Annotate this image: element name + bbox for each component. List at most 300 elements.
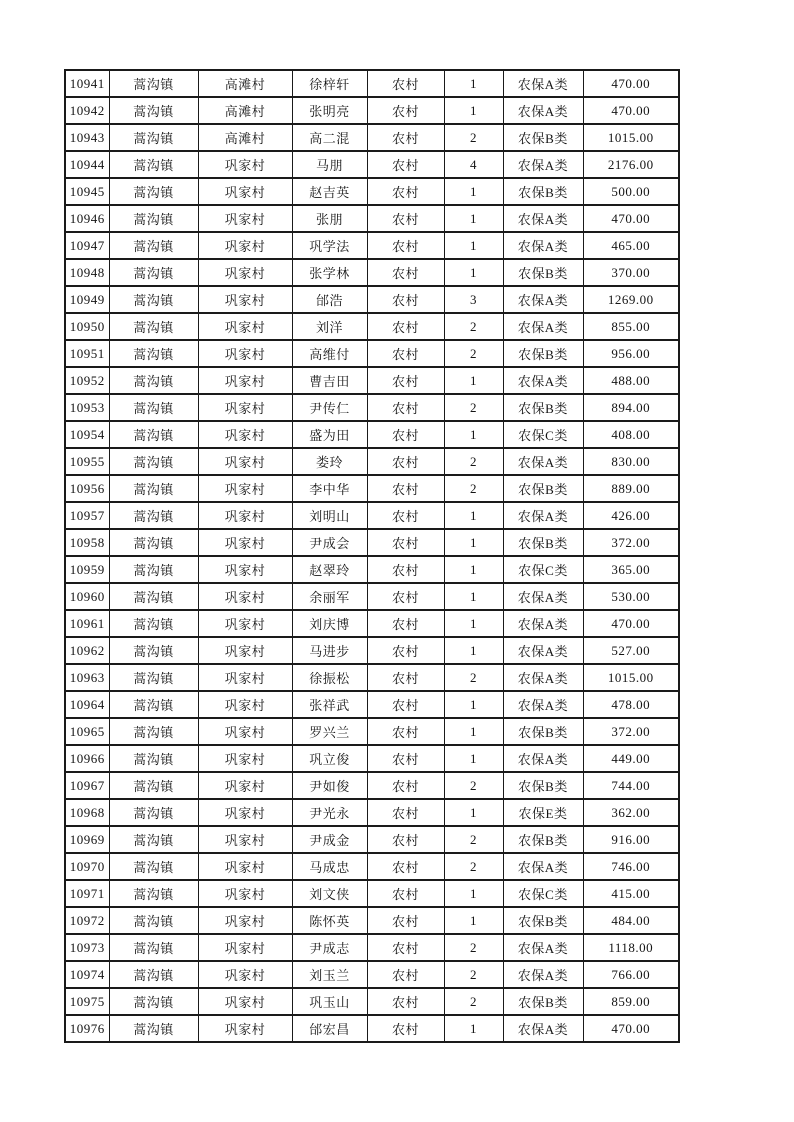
table-cell: 巩学法 <box>292 232 367 259</box>
table-cell: 蒿沟镇 <box>109 691 198 718</box>
table-cell: 10965 <box>65 718 109 745</box>
table-cell: 蒿沟镇 <box>109 475 198 502</box>
table-cell: 484.00 <box>583 907 679 934</box>
table-cell: 1 <box>444 610 503 637</box>
table-cell: 蒿沟镇 <box>109 853 198 880</box>
table-cell: 尹成会 <box>292 529 367 556</box>
table-cell: 1 <box>444 583 503 610</box>
table-cell: 蒿沟镇 <box>109 1015 198 1042</box>
table-cell: 1 <box>444 232 503 259</box>
table-cell: 巩家村 <box>198 232 292 259</box>
table-row <box>65 610 679 637</box>
table-cell: 巩家村 <box>198 178 292 205</box>
table-cell: 巩立俊 <box>292 745 367 772</box>
table-cell: 蒿沟镇 <box>109 97 198 124</box>
table-cell: 2 <box>444 826 503 853</box>
table-cell: 刘洋 <box>292 313 367 340</box>
table-cell: 张明亮 <box>292 97 367 124</box>
table-cell: 农村 <box>367 286 444 313</box>
table-row <box>65 205 679 232</box>
table-cell: 2 <box>444 448 503 475</box>
table-body <box>65 70 679 1042</box>
table-cell: 10950 <box>65 313 109 340</box>
table-cell: 农村 <box>367 745 444 772</box>
table-cell: 农村 <box>367 691 444 718</box>
table-cell: 478.00 <box>583 691 679 718</box>
table-cell: 农保A类 <box>503 934 583 961</box>
table-cell: 蒿沟镇 <box>109 556 198 583</box>
table-cell: 农保A类 <box>503 1015 583 1042</box>
table-cell: 4 <box>444 151 503 178</box>
table-cell: 农村 <box>367 637 444 664</box>
table-cell: 农保A类 <box>503 610 583 637</box>
table-cell: 农保B类 <box>503 718 583 745</box>
table-cell: 巩家村 <box>198 448 292 475</box>
table-cell: 尹如俊 <box>292 772 367 799</box>
table-cell: 1269.00 <box>583 286 679 313</box>
table-cell: 农村 <box>367 556 444 583</box>
table-cell: 蒿沟镇 <box>109 745 198 772</box>
table-cell: 1 <box>444 880 503 907</box>
table-cell: 农村 <box>367 799 444 826</box>
table-row <box>65 421 679 448</box>
table-cell: 蒿沟镇 <box>109 421 198 448</box>
table-cell: 农保B类 <box>503 178 583 205</box>
table-cell: 465.00 <box>583 232 679 259</box>
table-cell: 农村 <box>367 826 444 853</box>
table-cell: 巩家村 <box>198 394 292 421</box>
table-row <box>65 691 679 718</box>
table-cell: 农保A类 <box>503 637 583 664</box>
table-cell: 巩家村 <box>198 1015 292 1042</box>
table-cell: 蒿沟镇 <box>109 718 198 745</box>
table-cell: 巩家村 <box>198 313 292 340</box>
table-cell: 农保A类 <box>503 97 583 124</box>
table-cell: 赵吉英 <box>292 178 367 205</box>
table-cell: 蒿沟镇 <box>109 313 198 340</box>
table-cell: 农村 <box>367 421 444 448</box>
table-cell: 巩家村 <box>198 259 292 286</box>
table-cell: 农保A类 <box>503 853 583 880</box>
table-cell: 1015.00 <box>583 664 679 691</box>
table-cell: 10943 <box>65 124 109 151</box>
table-cell: 408.00 <box>583 421 679 448</box>
table-cell: 10972 <box>65 907 109 934</box>
table-cell: 蒿沟镇 <box>109 826 198 853</box>
table-cell: 农村 <box>367 259 444 286</box>
table-cell: 1 <box>444 421 503 448</box>
table-row <box>65 70 679 97</box>
table-cell: 2 <box>444 853 503 880</box>
table-cell: 766.00 <box>583 961 679 988</box>
table-cell: 娄玲 <box>292 448 367 475</box>
table-cell: 尹成金 <box>292 826 367 853</box>
table-cell: 巩家村 <box>198 745 292 772</box>
table-cell: 农村 <box>367 934 444 961</box>
table-cell: 马进步 <box>292 637 367 664</box>
table-cell: 刘明山 <box>292 502 367 529</box>
table-cell: 10954 <box>65 421 109 448</box>
table-cell: 农保B类 <box>503 259 583 286</box>
table-cell: 农保A类 <box>503 70 583 97</box>
table-cell: 2 <box>444 961 503 988</box>
table-row <box>65 1015 679 1042</box>
table-cell: 刘玉兰 <box>292 961 367 988</box>
table-cell: 农村 <box>367 610 444 637</box>
table-cell: 470.00 <box>583 97 679 124</box>
table-cell: 889.00 <box>583 475 679 502</box>
table-row <box>65 124 679 151</box>
table-cell: 农村 <box>367 664 444 691</box>
table-row <box>65 988 679 1015</box>
table-cell: 高二混 <box>292 124 367 151</box>
table-cell: 尹光永 <box>292 799 367 826</box>
table-cell: 巩家村 <box>198 340 292 367</box>
table-cell: 巩家村 <box>198 853 292 880</box>
table-cell: 巩家村 <box>198 988 292 1015</box>
table-cell: 农保A类 <box>503 367 583 394</box>
table-cell: 10964 <box>65 691 109 718</box>
table-cell: 农村 <box>367 853 444 880</box>
table-cell: 10942 <box>65 97 109 124</box>
table-cell: 1 <box>444 178 503 205</box>
table-cell: 蒿沟镇 <box>109 70 198 97</box>
table-cell: 1 <box>444 691 503 718</box>
table-cell: 盛为田 <box>292 421 367 448</box>
table-cell: 10973 <box>65 934 109 961</box>
table-cell: 马成忠 <box>292 853 367 880</box>
table-cell: 巩家村 <box>198 907 292 934</box>
table-cell: 372.00 <box>583 529 679 556</box>
table-cell: 农村 <box>367 232 444 259</box>
table-cell: 农村 <box>367 988 444 1015</box>
table-cell: 农保A类 <box>503 502 583 529</box>
table-cell: 蒿沟镇 <box>109 637 198 664</box>
table-cell: 蒿沟镇 <box>109 961 198 988</box>
table-cell: 罗兴兰 <box>292 718 367 745</box>
table-cell: 894.00 <box>583 394 679 421</box>
table-cell: 农村 <box>367 583 444 610</box>
table-cell: 2 <box>444 340 503 367</box>
table-cell: 10976 <box>65 1015 109 1042</box>
table-cell: 农村 <box>367 70 444 97</box>
table-cell: 470.00 <box>583 1015 679 1042</box>
table-cell: 10952 <box>65 367 109 394</box>
table-cell: 巩家村 <box>198 151 292 178</box>
table-cell: 张学林 <box>292 259 367 286</box>
table-cell: 蒿沟镇 <box>109 205 198 232</box>
table-cell: 农村 <box>367 529 444 556</box>
table-cell: 农保B类 <box>503 772 583 799</box>
table-cell: 农村 <box>367 502 444 529</box>
table-cell: 农保B类 <box>503 907 583 934</box>
table-cell: 农保B类 <box>503 988 583 1015</box>
table-cell: 蒿沟镇 <box>109 394 198 421</box>
table-row <box>65 799 679 826</box>
table-cell: 蒿沟镇 <box>109 799 198 826</box>
table-cell: 农保A类 <box>503 961 583 988</box>
table-cell: 10947 <box>65 232 109 259</box>
table-row <box>65 961 679 988</box>
table-cell: 农村 <box>367 313 444 340</box>
table-cell: 370.00 <box>583 259 679 286</box>
table-cell: 巩家村 <box>198 286 292 313</box>
table-cell: 蒿沟镇 <box>109 772 198 799</box>
table-row <box>65 934 679 961</box>
table-cell: 农保C类 <box>503 421 583 448</box>
table-cell: 农保A类 <box>503 664 583 691</box>
table-cell: 蒿沟镇 <box>109 286 198 313</box>
table-cell: 余丽军 <box>292 583 367 610</box>
table-cell: 蒿沟镇 <box>109 529 198 556</box>
table-cell: 张祥武 <box>292 691 367 718</box>
table-cell: 蒿沟镇 <box>109 880 198 907</box>
table-cell: 巩家村 <box>198 664 292 691</box>
table-cell: 1 <box>444 907 503 934</box>
table-cell: 巩家村 <box>198 826 292 853</box>
table-cell: 10961 <box>65 610 109 637</box>
table-cell: 500.00 <box>583 178 679 205</box>
table-cell: 956.00 <box>583 340 679 367</box>
table-row <box>65 556 679 583</box>
table-cell: 刘庆博 <box>292 610 367 637</box>
table-row <box>65 529 679 556</box>
table-cell: 855.00 <box>583 313 679 340</box>
table-cell: 10945 <box>65 178 109 205</box>
table-cell: 10949 <box>65 286 109 313</box>
table-cell: 10966 <box>65 745 109 772</box>
table-cell: 10971 <box>65 880 109 907</box>
table-cell: 农村 <box>367 448 444 475</box>
table-cell: 马朋 <box>292 151 367 178</box>
table-cell: 农村 <box>367 340 444 367</box>
table-cell: 2 <box>444 988 503 1015</box>
table-cell: 1 <box>444 745 503 772</box>
table-cell: 蒿沟镇 <box>109 124 198 151</box>
table-cell: 830.00 <box>583 448 679 475</box>
table-cell: 邰浩 <box>292 286 367 313</box>
table-cell: 488.00 <box>583 367 679 394</box>
table-cell: 10941 <box>65 70 109 97</box>
table-cell: 农村 <box>367 907 444 934</box>
table-cell: 10951 <box>65 340 109 367</box>
table-cell: 10969 <box>65 826 109 853</box>
table-cell: 农村 <box>367 97 444 124</box>
table-cell: 10944 <box>65 151 109 178</box>
table-cell: 巩家村 <box>198 961 292 988</box>
table-cell: 巩家村 <box>198 502 292 529</box>
table-cell: 农保B类 <box>503 529 583 556</box>
table-cell: 蒿沟镇 <box>109 502 198 529</box>
table-cell: 农保A类 <box>503 583 583 610</box>
table-cell: 蒿沟镇 <box>109 907 198 934</box>
table-cell: 巩家村 <box>198 475 292 502</box>
table-cell: 10953 <box>65 394 109 421</box>
table-cell: 372.00 <box>583 718 679 745</box>
table-row <box>65 313 679 340</box>
table-row <box>65 853 679 880</box>
table-row <box>65 745 679 772</box>
table-cell: 农保C类 <box>503 556 583 583</box>
table-cell: 巩家村 <box>198 880 292 907</box>
table-cell: 农保A类 <box>503 745 583 772</box>
table-cell: 1 <box>444 502 503 529</box>
table-cell: 2176.00 <box>583 151 679 178</box>
table-cell: 2 <box>444 934 503 961</box>
table-cell: 10974 <box>65 961 109 988</box>
table-cell: 1 <box>444 367 503 394</box>
table-row <box>65 502 679 529</box>
table-cell: 高维付 <box>292 340 367 367</box>
table-cell: 2 <box>444 313 503 340</box>
table-cell: 巩家村 <box>198 718 292 745</box>
table-cell: 高滩村 <box>198 97 292 124</box>
table-cell: 2 <box>444 124 503 151</box>
table-cell: 巩家村 <box>198 556 292 583</box>
table-cell: 农保C类 <box>503 880 583 907</box>
table-cell: 744.00 <box>583 772 679 799</box>
table-cell: 1015.00 <box>583 124 679 151</box>
table-cell: 10958 <box>65 529 109 556</box>
table-cell: 邰宏昌 <box>292 1015 367 1042</box>
table-cell: 蒿沟镇 <box>109 934 198 961</box>
table-cell: 10968 <box>65 799 109 826</box>
table-cell: 蒿沟镇 <box>109 151 198 178</box>
table-cell: 蒿沟镇 <box>109 610 198 637</box>
table-cell: 农保B类 <box>503 124 583 151</box>
table-cell: 高滩村 <box>198 70 292 97</box>
table-cell: 农保B类 <box>503 340 583 367</box>
table-cell: 蒿沟镇 <box>109 583 198 610</box>
table-cell: 1 <box>444 97 503 124</box>
table-cell: 农村 <box>367 367 444 394</box>
table-cell: 农保A类 <box>503 151 583 178</box>
table-row <box>65 664 679 691</box>
table-cell: 徐振松 <box>292 664 367 691</box>
table-cell: 449.00 <box>583 745 679 772</box>
table-cell: 张朋 <box>292 205 367 232</box>
table-cell: 蒿沟镇 <box>109 178 198 205</box>
table-cell: 巩玉山 <box>292 988 367 1015</box>
table-row <box>65 907 679 934</box>
table-cell: 农保A类 <box>503 313 583 340</box>
table-cell: 2 <box>444 475 503 502</box>
table-cell: 1 <box>444 259 503 286</box>
table-cell: 农村 <box>367 1015 444 1042</box>
table-row <box>65 880 679 907</box>
table-cell: 巩家村 <box>198 799 292 826</box>
table-cell: 农保B类 <box>503 394 583 421</box>
table-cell: 10970 <box>65 853 109 880</box>
table-cell: 农村 <box>367 205 444 232</box>
table-cell: 巩家村 <box>198 610 292 637</box>
table-cell: 470.00 <box>583 205 679 232</box>
table-cell: 10959 <box>65 556 109 583</box>
table-cell: 10948 <box>65 259 109 286</box>
table-row <box>65 826 679 853</box>
table-row <box>65 367 679 394</box>
benefits-table <box>64 69 680 1043</box>
table-cell: 746.00 <box>583 853 679 880</box>
table-cell: 362.00 <box>583 799 679 826</box>
table-cell: 蒿沟镇 <box>109 367 198 394</box>
table-row <box>65 151 679 178</box>
table-cell: 1118.00 <box>583 934 679 961</box>
table-cell: 1 <box>444 637 503 664</box>
table-row <box>65 583 679 610</box>
table-row <box>65 286 679 313</box>
table-cell: 巩家村 <box>198 583 292 610</box>
table-cell: 农村 <box>367 961 444 988</box>
table-cell: 农保B类 <box>503 826 583 853</box>
table-cell: 1 <box>444 1015 503 1042</box>
table-cell: 859.00 <box>583 988 679 1015</box>
table-row <box>65 637 679 664</box>
table-cell: 530.00 <box>583 583 679 610</box>
table-row <box>65 97 679 124</box>
table-cell: 农保A类 <box>503 232 583 259</box>
table-cell: 农村 <box>367 772 444 799</box>
table-cell: 10975 <box>65 988 109 1015</box>
table-cell: 10955 <box>65 448 109 475</box>
table-cell: 赵翠玲 <box>292 556 367 583</box>
table-cell: 农保B类 <box>503 475 583 502</box>
table-cell: 尹成志 <box>292 934 367 961</box>
table-cell: 蒿沟镇 <box>109 232 198 259</box>
table-cell: 农村 <box>367 394 444 421</box>
table-cell: 1 <box>444 70 503 97</box>
table-cell: 曹吉田 <box>292 367 367 394</box>
table-cell: 蒿沟镇 <box>109 988 198 1015</box>
table-cell: 365.00 <box>583 556 679 583</box>
table-cell: 527.00 <box>583 637 679 664</box>
table-cell: 巩家村 <box>198 205 292 232</box>
table-cell: 1 <box>444 529 503 556</box>
table-cell: 916.00 <box>583 826 679 853</box>
table-cell: 陈怀英 <box>292 907 367 934</box>
table-row <box>65 232 679 259</box>
table-cell: 李中华 <box>292 475 367 502</box>
table-cell: 10946 <box>65 205 109 232</box>
table-cell: 农村 <box>367 178 444 205</box>
table-cell: 农保E类 <box>503 799 583 826</box>
table-cell: 1 <box>444 205 503 232</box>
table-cell: 农村 <box>367 718 444 745</box>
table-row <box>65 772 679 799</box>
table-row <box>65 475 679 502</box>
table-cell: 农保A类 <box>503 691 583 718</box>
table-cell: 农保A类 <box>503 286 583 313</box>
table-cell: 10957 <box>65 502 109 529</box>
table-cell: 农保A类 <box>503 205 583 232</box>
table-cell: 2 <box>444 394 503 421</box>
table-cell: 10960 <box>65 583 109 610</box>
table-cell: 2 <box>444 664 503 691</box>
table-cell: 415.00 <box>583 880 679 907</box>
table-cell: 2 <box>444 772 503 799</box>
table-cell: 426.00 <box>583 502 679 529</box>
table-cell: 蒿沟镇 <box>109 340 198 367</box>
table-cell: 470.00 <box>583 610 679 637</box>
table-cell: 10956 <box>65 475 109 502</box>
table-cell: 农村 <box>367 124 444 151</box>
table-row <box>65 340 679 367</box>
table-cell: 巩家村 <box>198 691 292 718</box>
table-cell: 蒿沟镇 <box>109 259 198 286</box>
table-cell: 巩家村 <box>198 772 292 799</box>
table-cell: 巩家村 <box>198 421 292 448</box>
table-cell: 1 <box>444 556 503 583</box>
